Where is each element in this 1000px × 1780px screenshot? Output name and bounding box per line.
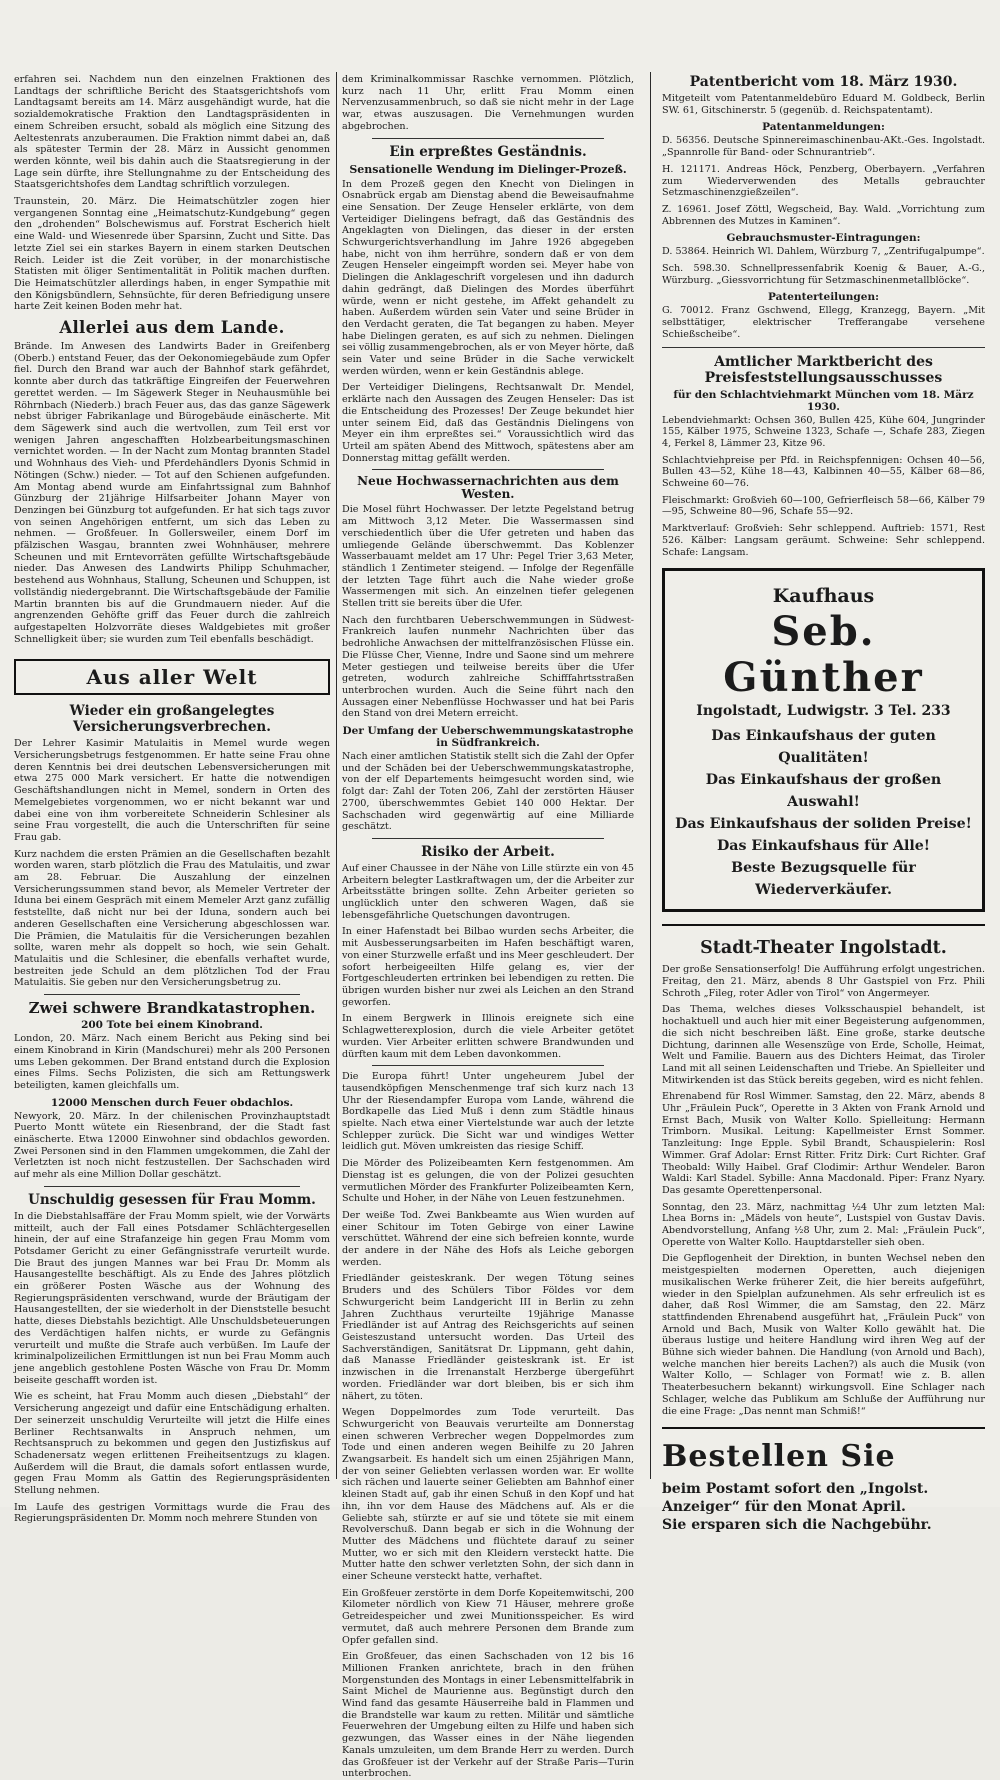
theater-text: Die Gepflogenheit der Direktion, in bunten Wechsel neben den meistgespielten modernen Operetten, auch diejenigen musikalischen Werke früherer Zeit, die hier bereits aufgeführt, wieder in den Spielplan aufzunehmen. Als sehr erfreulich ist es daher, daß Rosl Wimmer, die am Samstag, den 22. März stattfindenden Ehrenabend ausgeführt hat, „Fräulein Puck“ von Arnold und Bach, Musik von Walter Kollo gewählt hat. Die überaus lustige und heitere Handlung wird ihren Weg auf der Bühne sich wieder bahnen. Die Handlung (von Arnold und Bach), welche manchen hier bereits Lachen?) als auch die Musik (von Walter Kollo, — Schlager von Format! wie z. B. allen Theaterbesuchern bekannt) wirkungsvoll. Eine Schlager nach Schlager, welche das Publikum am Schluße der Aufführung nur die eine Frage: „Das nennt man Schmiß!“	[662, 1253, 985, 1417]
article-text: Die Europa führt! Unter ungeheurem Jubel der tausendköpfigen Menschenmenge traf sich kurz nach 13 Uhr der Riesendampfer Europa vom Lande, während die Bordkapelle das Lied Muß i denn zum Städtle hinaus spielte. Nach etwa einer Viertelstunde war auch der letzte Schlepper zurück. Die Sicht war und windiges Wetter leidlich gut. Möven umkreisten das riesige Schiff.	[342, 1071, 634, 1153]
market-report-heading: Amtlicher Marktbericht des Preisfeststellungsausschusses	[704, 353, 943, 386]
market-line: Lebendviehmarkt: Ochsen 360, Bullen 425, Kühe 604, Jungrinder 155, Kälber 1975, Schweine 1323, Schafe —, Schafe 283, Ziegen 4, Ferkel 8, Lämmer 23, Kitze 96.	[662, 414, 985, 449]
article-headline: Risiko der Arbeit.	[421, 843, 555, 860]
theater-text: Das Thema, welches dieses Volksschauspiel behandelt, ist hochaktuell und auch hier mit einer Begeisterung aufgenommen, die sich nicht beschreiben läßt. Eine große, starke deutsche Dichtung, darinnen alle Wesenszüge von Erde, Scholle, Heimat, Welt und Familie. Bauern aus des Dichters Heimat, das Tiroler Land mit all seinen Leidenschaften und Triebe. An Spielleiter und Mitwirkenden ist das Stück bereits gegeben, wird es nicht fehlen.	[662, 1004, 985, 1086]
subscription-notice	[662, 1427, 985, 1534]
article-text: Ein Großfeuer, das einen Sachschaden von 12 bis 16 Millionen Franken anrichtete, brach in den frühen Morgenstunden des Montags in einer Lebensmittelfabrik in Saint Michel de Maurienne aus. Begünstigt durch den Wind fand das gesamte Häuserreihe bald in Flammen und die Brandstelle war kaum zu retten. Militär und sämtliche Feuerwehren der Umgebung eilten zu Hilfe und haben sich gezwungen, das Wasser eines in der Nähe liegenden Kanals umzuleiten, um dem Brande Herr zu werden. Durch das Großfeuer ist der Verkehr auf der Straße Paris—Turin unterbrochen.	[342, 1651, 634, 1780]
article-text: Der weiße Tod. Zwei Bankbeamte aus Wien wurden auf einer Schitour im Toten Gebirge von einer Lawine verschüttet. Während der eine sich befreien konnte, wurde der andere in der Nähe des Hofs als Leiche geborgen werden.	[342, 1209, 634, 1268]
article-text: Friedländer geisteskrank. Der wegen Tötung seines Bruders und des Schülers Tibor Földes vor dem Schwurgericht beim Landgericht III in Berlin zu zehn Jahren Zuchthaus verurteilte 19jährige Manasse Friedländer ist auf Antrag des Reichsgerichts auf seinen Geisteszustand untersucht worden. Das Urteil des Sachverständigen, Sanitätsrat Dr. Lippmann, geht dahin, daß Manasse Friedländer geisteskrank ist. Er ist inzwischen in die Irrenanstalt Herzberge übergeführt worden. Friedländer war dort bleiben, bis er sich ihm nähert, zu töten.	[342, 1273, 634, 1402]
column-left	[14, 74, 330, 1525]
column-middle	[342, 74, 634, 1780]
ad-address: Ingolstadt, Ludwigstr. 3 Tel. 233	[696, 703, 951, 720]
article-headline: Wieder ein großangelegtes Versicherungsverbrechen.	[69, 703, 275, 736]
article-text: In einem Bergwerk in Illinois ereignete sich eine Schlagwetterexplosion, durch die viele Arbeiter getötet wurden. Vier Arbeiter erlitten schwere Brandwunden und dürften kaum mit dem Leben davonkommen.	[342, 1013, 634, 1060]
article-subheadline: 200 Tote bei einem Kinobrand.	[81, 1019, 263, 1032]
article-text: Nach einer amtlichen Statistik stellt sich die Zahl der Opfer und der Schäden bei der Ueberschwemmungskatastrophe, von der elf Departements heimgesucht worden sind, wie folgt dar: Zahl der Toten 206, Zahl der zerstörten Häuser 2700, überschwemmtes Gebiet 140 000 Hektar. Der Sachschaden wird gegenwärtig auf eine Milliarde geschätzt.	[342, 751, 634, 833]
section-title-box: Aus aller Welt	[14, 659, 330, 695]
article-text: Auf einer Chaussee in der Nähe von Lille stürzte ein von 45 Arbeitern belegter Lastkraftwagen um, der die Arbeiter zur Arbeitsstätte bringen sollte. Zehn Arbeiter gerieten so unglücklich unter den schweren Wagen, daß sie lebensgefährliche Quetschungen davontrugen.	[342, 862, 634, 921]
patent-entry: Z. 16961. Josef Zöttl, Wegscheid, Bay. Wald. „Vorrichtung zum Abbrennen des Mutzes in Kaminen“.	[662, 203, 985, 227]
ad-slogan: Das Einkaufshaus der soliden Preise!	[675, 816, 972, 833]
article-text: Newyork, 20. März. In der chilenischen Provinzhauptstadt Puerto Montt wütete ein Riesenbrand, der die Stadt fast einäscherte. Etwa 12000 Einwohner sind obdachlos geworden. Zwei Personen sind in den Flammen umgekommen, die Zahl der Verletzten ist noch nicht festzustellen. Der Sachschaden wird auf mehr als eine Million Dollar geschätzt.	[14, 1110, 330, 1181]
article-headline: Unschuldig gesessen für Frau Momm.	[28, 1191, 316, 1208]
ad-store-name: Seb. Günther	[723, 608, 924, 702]
separator	[44, 1186, 300, 1187]
market-report-subheading: für den Schlachtviehmarkt München vom 18. März 1930.	[673, 388, 974, 413]
article-text: In dem Prozeß gegen den Knecht von Dielingen in Osnabrück ergab am Dienstag abend die Beweisaufnahme eine Sensation. Der Zeuge Henseler erklärte, von dem Verteidiger Dielingens befragt, daß das Geständnis des Angeklagten von Dielingen, das dieser in der ersten Schwurgerichtsverhandlung im Jahre 1926 abgegeben habe, nicht von ihm herrühre, sondern daß er von dem Zeugen Henseler eingeimpft worden sei. Meyer habe von Dielingen die Anklageschrift vorgelesen und ihn dadurch dahin gedrängt, daß Dielingen des Mordes überführt würde, wenn er nicht gestehe, im Affekt gehandelt zu haben. Außerdem würden sein Vater und seine Brüder in den Verdacht geraten, die Tat begangen zu haben. Meyer habe Dielingen geraten, es auf sich zu nehmen. Dielingen sei völlig zusammengebrochen, als er von Meyer hörte, daß sein Vater und seine Brüder in die Sache verwickelt werden würden, wenn er kein Geständnis ablege.	[342, 178, 634, 377]
separator	[372, 469, 604, 470]
article-headline: Neue Hochwassernachrichten aus dem Westen.	[357, 474, 619, 502]
article-text: Brände. Im Anwesen des Landwirts Bader in Greifenberg (Oberb.) entstand Feuer, das der Oekonomiegebäude zum Opfer fiel. Durch den Brand war auch der Bahnhof stark gefährdet, konnte aber durch das tatkräftige Eingreifen der Feuerwehren gerettet werden. — Im Sägewerk Steger in Neuhausmühle bei Röhrnbach (Niederb.) brach Feuer aus, das das ganze Sägewerk nebst übriger Fabrikanlage und Bürogebäude einäscherte. Mit dem Sägewerk sind auch die wertvollen, zum Teil erst vor wenigen Jahren angeschafften Holzbearbeitungsmaschinen vernichtet worden. — In der Nacht zum Montag brannten Stadel und Wohnhaus des Vieh- und Pferdehändlers Dyonis Schmid in Nötingen (Schw.) nieder. — Tot auf den Schienen aufgefunden. Am Montag abend wurde am Einfahrtssignal zum Bahnhof Günzburg der 21jährige Hilfsarbeiter Johann Mayer von Denzingen bei Günzburg tot aufgefunden. Er hat sich tags zuvor von seinen Angehörigen entfernt, um sich das Leben zu nehmen. — Großfeuer. In Gollersweiler, einem Dorf im pfälzischen Wasgau, brannten zwei Wohnhäuser, mehrere Scheunen und mit Erntevorräten gefüllte Wirtschaftsgebäude nieder. Das Anwesen des Landwirts Philipp Schuhmacher, bestehend aus Wohnhaus, Stallung, Scheunen und Schuppen, ist vollständig niedergebrannt. Die Wirtschaftsgebäude der Familie Martin brannten bis auf die Grundmauern nieder. Auf die angrenzenden Gehöfte griff das Feuer durch die zahlreich aufgestapelten Holzvorräte dieses Waldgebietes mit großer Schnelligkeit über; sie wurden zum Teil ebenfalls beschädigt.	[14, 341, 330, 645]
column-rule-2	[650, 72, 651, 1479]
patent-subheading: Patentanmeldungen:	[762, 121, 885, 134]
patent-entry: D. 53864. Heinrich Wl. Dahlem, Würzburg 7, „Zentrifugalpumpe“.	[662, 246, 985, 258]
article-text: In die Diebstahlsaffäre der Frau Momm spielt, wie der Vorwärts mitteilt, auch der Fall eines Potsdamer Schlächtergesellen hinein, der auf eine Strafanzeige hin gegen Frau Momm vom Potsdamer Gericht zu einer Gefängnisstrafe verurteilt wurde. Die Braut des jungen Mannes war bei Frau Dr. Momm als Hausangestellte beschäftigt. Als zu Ende des Jahres plötzlich ein größerer Posten Wäsche aus der Wohnung des Regierungspräsidenten verschwand, wurde der Bräutigam der Hausangestellten, der sie wiederholt in der Dienststelle besucht hatte, dieses Diebstahls bezichtigt. Alle Unschuldsbeteuerungen des Verdächtigen halfen nichts, er wurde zu Gefängnis verurteilt und mußte die Strafe auch verbüßen. Im Laufe der kriminalpolizeilichen Ermittlungen ist nun bei Frau Momm auch jene angeblich gestohlene Posten Wäsche von Frau Dr. Momm beiseite geschafft worden ist.	[14, 1210, 330, 1386]
patent-intro: Mitgeteilt vom Patentanmeldebüro Eduard M. Goldbeck, Berlin SW. 61, Gitschinerstr. 5 (gegenüb. d. Reichspatentamt).	[662, 93, 985, 116]
patent-entry: G. 70012. Franz Gschwend, Ellegg, Kranzegg, Bayern. „Mit selbsttätiger, elektrischer Trefferangabe versehene Schießscheibe“.	[662, 305, 985, 340]
article-text: In einer Hafenstadt bei Bilbao wurden sechs Arbeiter, die mit Ausbesserungsarbeiten im Hafen beschäftigt waren, von einer Sturzwelle erfaßt und ins Meer geschleudert. Der sofort herbeigeeilten Hilfe gelang es, vier der Fortgeschleuderten ertrinken bei lebendigen zu retten. Die übrigen wurden bisher nur zwei als Leichen an den Strand geworfen.	[342, 926, 634, 1008]
article-text: Der Verteidiger Dielingens, Rechtsanwalt Dr. Mendel, erklärte nach den Aussagen des Zeugen Henseler: Das ist die Entscheidung des Prozesses! Der Zeuge bekundet hier unter seinem Eid, daß das Geständnis Dielingens von Meyer ein ihm erpreßtes sei.“ Voraussichtlich wird das Urteil am späten Abend des Mittwoch, spätestens aber am Donnerstag mittag gefällt werden.	[342, 382, 634, 464]
article-text: Traunstein, 20. März. Die Heimatschützler zogen hier vergangenen Sonntag eine „Heimatschutz-Kundgebung“ gegen den „drohenden“ Bolschewismus auf. Forstrat Escherich hielt eine Wald- und Wiesenrede über Sparsinn, Zucht und Sitte. Das letzte Ziel sei ein starkes Bayern in einem starken Deutschen Reich. Leider ist die Zeit vorüber, in der monarchistische Statisten mit öliger Sentimentalität in Politik machen durften. Die Heimatschützler allerdings haben, in enger Sympathie mit den Königsbündlern, Sehnsüchte, für deren Befriedigung unsere harte Zeit keinen Boden mehr hat.	[14, 196, 330, 313]
article-text: Nach den furchtbaren Ueberschwemmungen in Südwest-Frankreich laufen nunmehr Nachrichten über das bedrohliche Anwachsen der mittelfranzösischen Flüsse ein. Die Flüsse Cher, Vienne, Indre und Saone sind um mehrere Meter gestiegen und teilweise bereits über die Ufer getreten, wodurch zahlreiche Schifffahrtsstraßen unterbrochen wurden. Auch die Seine führt nach den Aussagen einer Nebenflüsse Hochwasser und hat bei Paris den Stand von drei Metern erreicht.	[342, 614, 634, 720]
article-text: Die Mosel führt Hochwasser. Der letzte Pegelstand betrug am Mittwoch 3,12 Meter. Die Wassermassen sind verschiedentlich über die Ufer getreten und haben das umliegende Gelände überschwemmt. Das Koblenzer Wasserbauamt meldet am 17 Uhr: Pegel Trier 3,63 Meter, ständlich 1 Zentimeter steigend. — Infolge der Regenfälle der letzten Tage führt auch die Nahe wieder große Wassermengen mit sich. An einzelnen tiefer gelegenen Stellen tritt sie bereits über die Ufer.	[342, 504, 634, 610]
article-text: London, 20. März. Nach einem Bericht aus Peking sind bei einem Kinobrand in Kirin (Mandschurei) mehr als 200 Personen ums Leben gekommen. Der Brand entstand durch die Explosion eines Films. Sechs Polizisten, die sich am Rettungswerk beteiligten, kamen gleichfalls um.	[14, 1033, 330, 1091]
ad-slogan: Das Einkaufshaus der großen Auswahl!	[705, 772, 942, 811]
article-text: erfahren sei. Nachdem nun den einzelnen Fraktionen des Landtags der schriftliche Bericht des Staatsgerichtshofs vom Landtagsamt bereits am 14. März ausgehändigt wurde, hat die sozialdemokratische Fraktion den Landtagspräsidenten in einem Schreiben ersucht, sobald als möglich eine Sitzung des Aeltestenrats anzuberaumen. Die Fraktion nimmt dabei an, daß als spätester Termin der 28. März in Aussicht genommen werden könnte, weil bis dahin auch die Staatsregierung in der Lage sein dürfte, ihre Stellungnahme zu der Entscheidung des Staatsgerichtshofes dem Landtag schriftlich vorzulegen.	[14, 74, 330, 191]
separator	[372, 138, 604, 139]
article-text: Im Laufe des gestrigen Vormittags wurde die Frau des Regierungspräsidenten Dr. Momm noch mehrere Stunden von	[14, 1501, 330, 1525]
theater-text: Ehrenabend für Rosl Wimmer. Samstag, den 22. März, abends 8 Uhr „Fräulein Puck“, Operette in 3 Akten von Frank Arnold und Ernst Bach, Musik von Walter Kollo. Spielleitung: Hermann Trimborn. Musikal. Leitung: Kapellmeister Ernst Sommer. Tanzleitung: Inge Epple. Sybil Brandt, Schauspielerin: Rosl Wimmer. Graf Adolar: Ernst Ritter. Fritz Dirk: Curt Richter. Graf Theobald: Willy Haibel. Graf Clodimir: Arthur Wendeler. Baron Waldi: Karl Stadel. Sybille: Anna Macdonald. Piper: Franz Nyary. Das gesamte Operettenpersonal.	[662, 1091, 985, 1196]
theater-heading: Stadt-Theater Ingolstadt.	[662, 924, 985, 958]
article-text: Wegen Doppelmordes zum Tode verurteilt. Das Schwurgericht von Beauvais verurteilte am Donnerstag einen schweren Verbrecher wegen Doppelmordes zum Tode und einen anderen wegen Beihilfe zu 20 Jahren Zwangsarbeit. Es handelt sich um einen 25jährigen Mann, der von seiner Geliebten verlassen worden war. Er wollte sich rächen und lauerte seiner Geliebten am Bahnhof einer kleinen Stadt auf, gab ihr einen Schuß in den Kopf und hat ihn, ihn vor dem Hause des Mädchens auf. Als er die Geliebte sah, stürzte er auf sie und tötete sie mit einem Revolverschuß. Dann begab er sich in die Wohnung der Mutter des Mädchens und flüchtete darauf zu seiner Mutter, wo er sich mit den Kleidern versteckt hatte. Die Mutter hatte den schwer verletzten Sohn, der sich dann in einer Scheune versteckt hatte, verhaftet.	[342, 1407, 634, 1583]
patent-entry: H. 121171. Andreas Höck, Penzberg, Oberbayern. „Verfahren zum Wiederverwenden des Metalls gebrauchter Setzmaschinenzgießzeilen“.	[662, 163, 985, 199]
column-rule-1	[336, 72, 337, 1479]
subscription-heading: Bestellen Sie	[662, 1439, 896, 1475]
article-text: Ein Großfeuer zerstörte in dem Dorfe Kopeitemwitschi, 200 Kilometer nördlich von Kiew 71 Häuser, mehrere große Getreidespeicher und zwei Munitionsspeicher. Es wird vermutet, daß auch mehrere Personen dem Brande zum Opfer gefallen sind.	[342, 1587, 634, 1646]
ad-slogan: Beste Bezugsquelle für Wiederverkäufer.	[731, 860, 916, 899]
patent-subheading: Patenterteilungen:	[768, 291, 879, 304]
article-text: dem Kriminalkommissar Raschke vernommen. Plötzlich, kurz nach 11 Uhr, erlitt Frau Momm einen Nervenzusammenbruch, so daß sie nicht mehr in der Lage war, etwas auszusagen. Die Vernehmungen wurden abgebrochen.	[342, 74, 634, 132]
column-right	[662, 74, 985, 1534]
section-heading: Allerlei aus dem Lande.	[59, 318, 285, 338]
article-text: Die Mörder des Polizeibeamten Kern festgenommen. Am Dienstag ist es gelungen, die von der Polizei gesuchten vermutlichen Mörder des Frankfurter Polizeibeamten Kern, Schulte und Hoher, in der Nähe von Leuen festzunehmen.	[342, 1158, 634, 1205]
market-line: Fleischmarkt: Großvieh 60—100, Gefrierfleisch 58—66, Kälber 79—95, Schweine 80—96, Schafe 55—92.	[662, 494, 985, 518]
separator	[372, 838, 604, 839]
subscription-line: Sie ersparen sich die Nachgebühr.	[662, 1517, 932, 1534]
article-headline: Zwei schwere Brandkatastrophen.	[28, 999, 316, 1018]
patent-report-heading: Patentbericht vom 18. März 1930.	[689, 74, 958, 90]
subscription-line: beim Postamt sofort den „Ingolst. Anzeiger“ für den Monat April.	[662, 1481, 929, 1516]
ad-kaufhaus-label: Kaufhaus	[772, 585, 875, 608]
patent-subheading: Gebrauchsmuster-Eintragungen:	[726, 232, 921, 245]
article-text: Der Lehrer Kasimir Matulaitis in Memel wurde wegen Versicherungsbetrugs festgenommen. Er hatte seine Frau ohne deren Kenntnis bei drei deutschen Lebensversicherungen mit etwa 275 000 Mark versichert. Er hatte die notwendigen Geschäftshandlungen nicht in Memel, sondern in Orten des Memelgebietes vorgenommen, wo er nicht bekannt war und dabei eine von ihm vorbereitete Schneiderin Schlesiner als seine Frau vorgestellt, die auch die Unterschriften für seine Frau gab.	[14, 738, 330, 843]
kaufhaus-advertisement	[662, 568, 985, 912]
ad-slogan: Das Einkaufshaus für Alle!	[717, 838, 930, 855]
separator	[44, 994, 300, 995]
separator	[662, 347, 985, 348]
theater-text: Sonntag, den 23. März, nachmittag ½4 Uhr zum letzten Mal: Lhea Borns in: „Mädels von heute“, Lustspiel von Gustav Davis. Abendvorstellung, Anfang ½8 Uhr, zum 2. Mal: „Fräulein Puck“, Operette von Walter Kollo. Hauptdarsteller sieh oben.	[662, 1201, 985, 1248]
article-subheadline: Sensationelle Wendung im Dielinger-Prozeß.	[349, 162, 627, 176]
article-subheadline: 12000 Menschen durch Feuer obdachlos.	[50, 1096, 294, 1109]
ad-slogan: Das Einkaufshaus der guten Qualitäten!	[711, 728, 936, 767]
patent-entry: D. 56356. Deutsche Spinnereimaschinenbau-AKt.-Ges. Ingolstadt. „Spannrolle für Band- oder Schnurantrieb“.	[662, 135, 985, 159]
article-text: Kurz nachdem die ersten Prämien an die Gesellschaften bezahlt worden waren, starb plötzlich die Frau des Matulaitis, und zwar am 28. Februar. Die Auszahlung der einzelnen Versicherungssummen stand bevor, als Memeler Vertreter der Iduna bei einem Gespräch mit einem Memeler Arzt ganz zufällig feststellte, daß nicht nur bei der Iduna, sondern auch bei anderen Gesellschaften eine Versicherung abgeschlossen war. Die Prämien, die Matulaitis für die Versicherungen bezahlen sollte, waren mehr als doppelt so hoch, wie sein Gehalt. Matulaitis und die Schlesiner, die ebenfalls verhaftet wurde, bestreiten jede Schuld an dem plötzlichen Tod der Frau Matulaitis. Sie geben nur den Versicherungsbetrug zu.	[14, 848, 330, 989]
market-line: Marktverlauf: Großvieh: Sehr schleppend. Auftrieb: 1571, Rest 526. Kälber: Langsam geräumt. Schweine: Sehr schleppend. Schafe: Langsam.	[662, 523, 985, 558]
theater-text: Der große Sensationserfolg! Die Aufführung erfolgt ungestrichen. Freitag, den 21. März, abends 8 Uhr Gastspiel von Frz. Phili Schroth „Fileg, roter Adler von Tirol“ von Angermeyer.	[662, 964, 985, 999]
market-line: Schlachtviehpreise per Pfd. in Reichspfennigen: Ochsen 40—56, Bullen 43—52, Kühe 18—43, Kalbinnen 40—55, Kälber 68—86, Schweine 60—76.	[662, 454, 985, 490]
article-text: Wie es scheint, hat Frau Momm auch diesen „Diebstahl“ der Versicherung angezeigt und dafür eine Entschädigung erhalten. Der seinerzeit unschuldig Verurteilte will jetzt die Hilfe eines Berliner Rechtsanwalts in Anspruch nehmen, um Rechtsanspruch zu bekommen und gegen den Justizfiskus auf Schadenersatz wegen erlittenen Freiheitsentzugs zu klagen. Außerdem will die Braut, die damals sofort entlassen wurde, gegen Frau Momm als Gattin des Regierungspräsidenten Stellung nehmen.	[14, 1391, 330, 1497]
separator	[372, 1065, 604, 1066]
patent-entry: Sch. 598.30. Schnellpressenfabrik Koenig & Bauer, A.-G., Würzburg. „Giessvorrichtung für Setzmaschinenmetallblöcke“.	[662, 263, 985, 286]
article-subheadline: Der Umfang der Ueberschwemmungskatastrophe in Südfrankreich.	[342, 725, 634, 750]
article-headline: Ein erpreßtes Geständnis.	[389, 143, 587, 160]
